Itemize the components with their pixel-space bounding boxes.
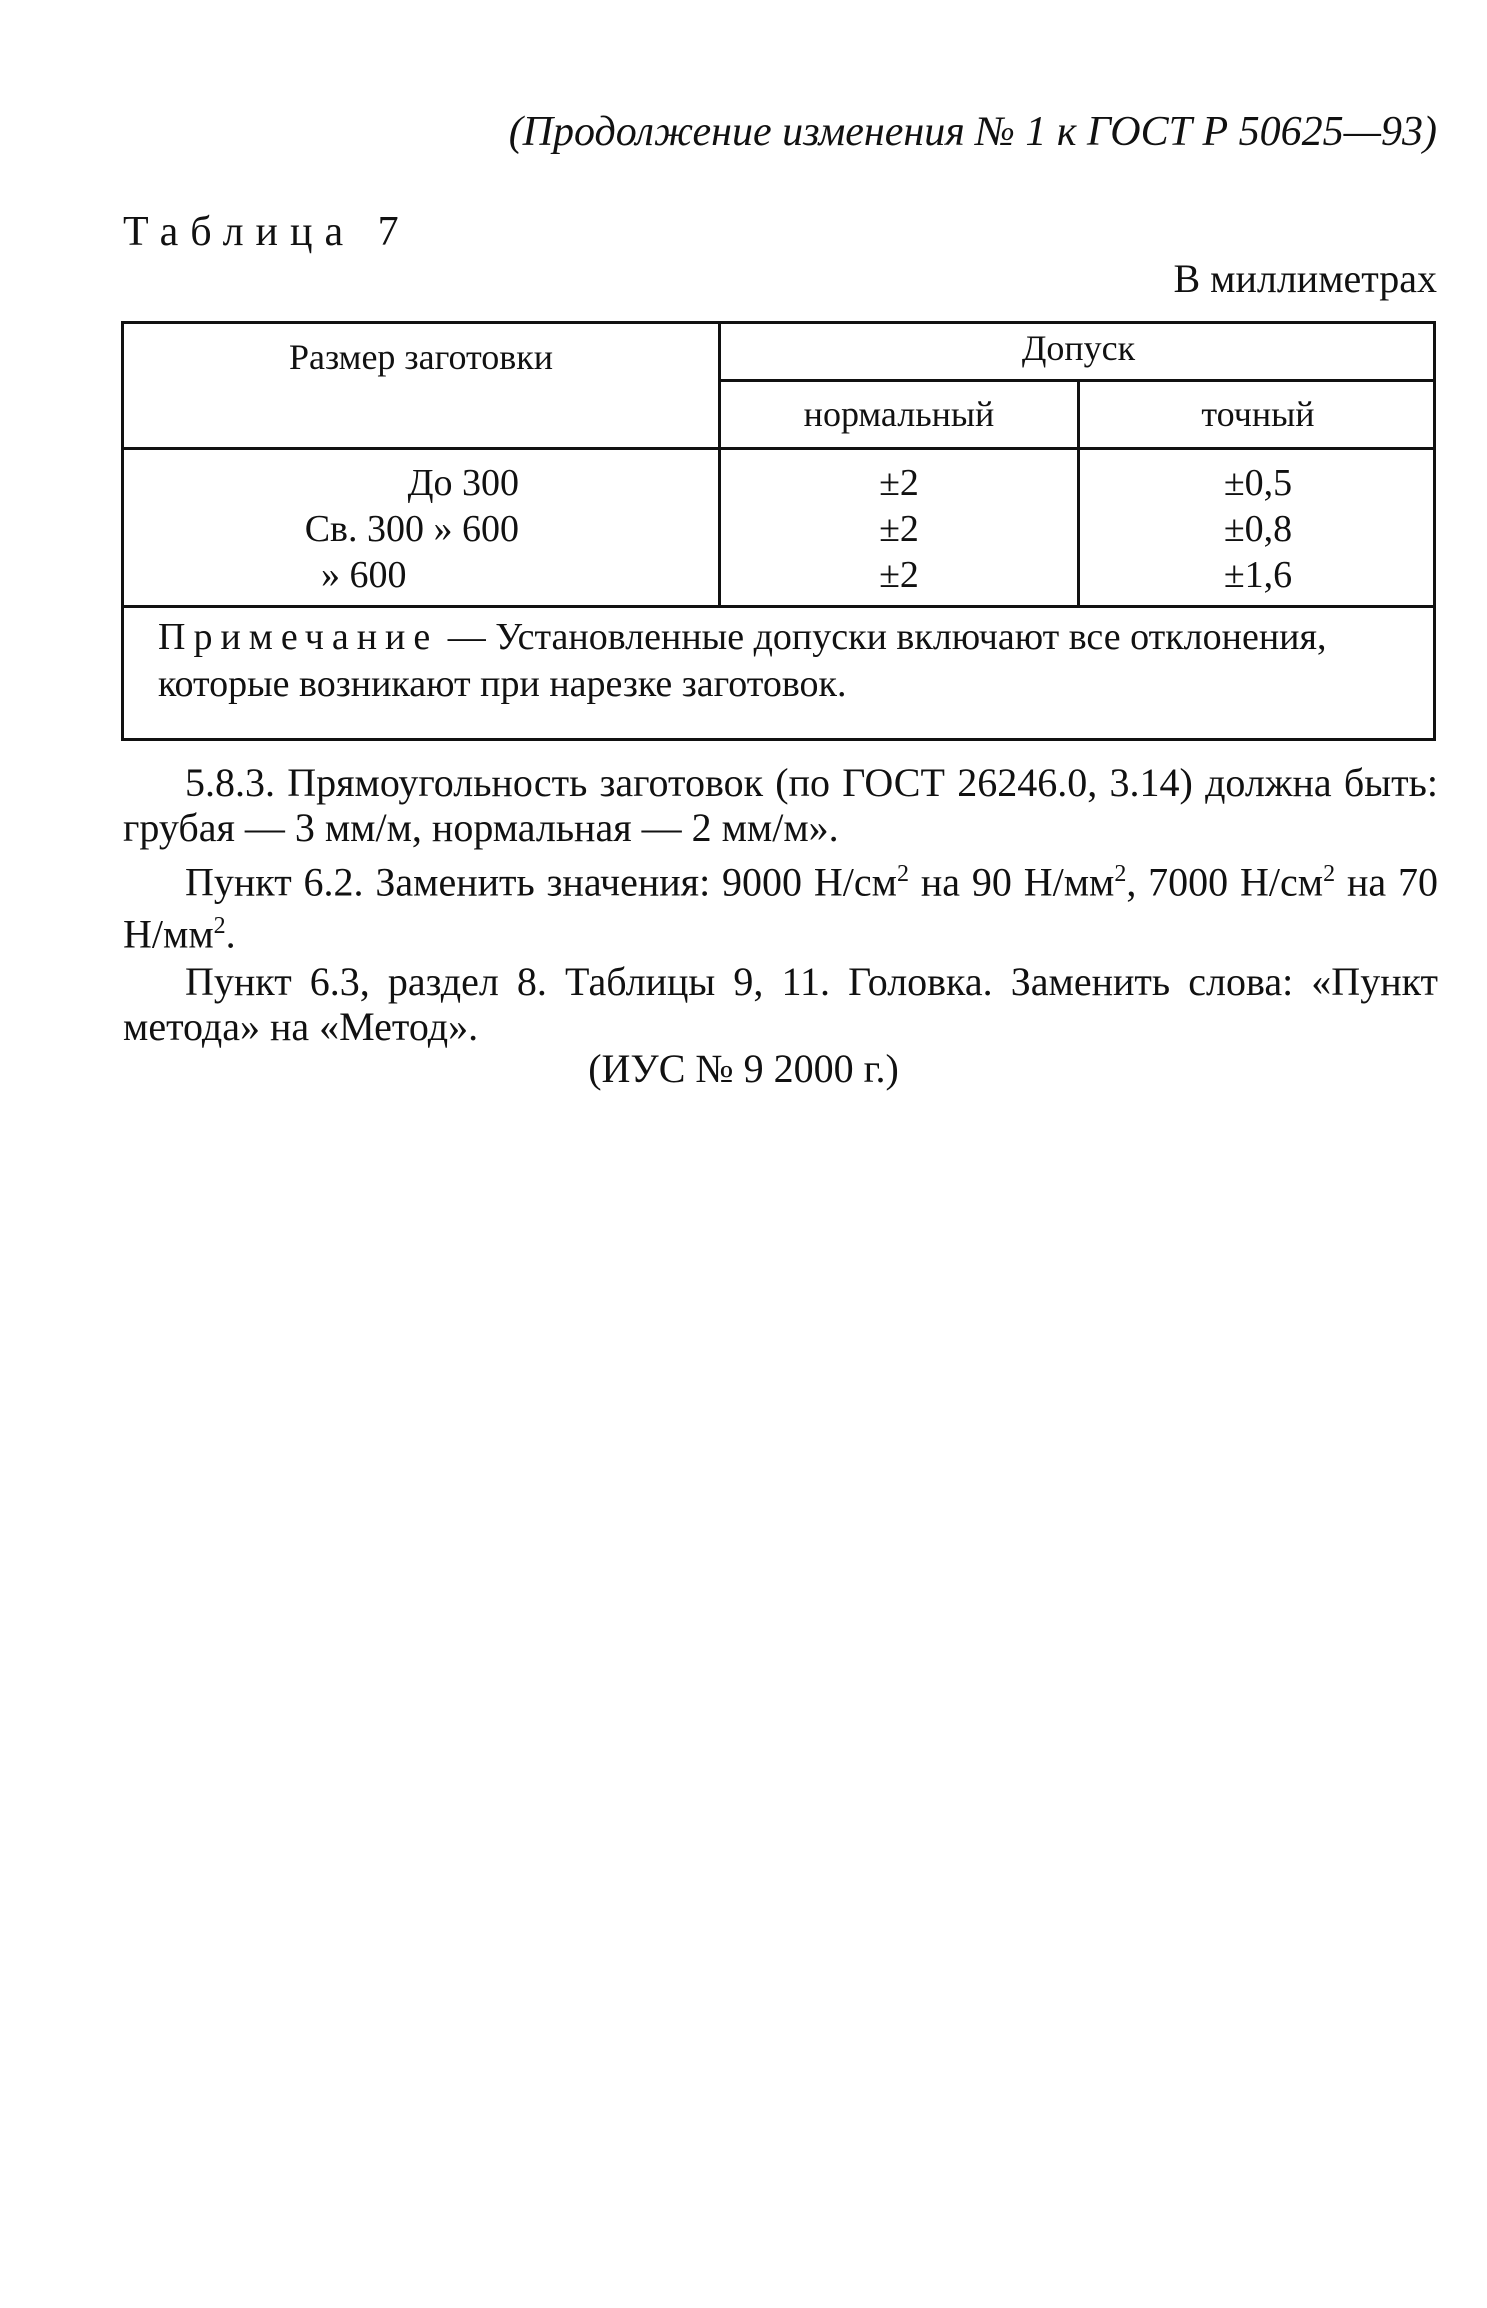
note-label: Примечание xyxy=(158,616,439,658)
table-units: В миллиметрах xyxy=(1173,256,1437,301)
table-note xyxy=(158,614,1409,708)
size-value: » 600 xyxy=(321,554,407,596)
precise-value: ±0,5 xyxy=(1223,462,1293,504)
normal-value: ±2 xyxy=(879,462,919,504)
normal-column xyxy=(721,460,1077,598)
precise-column xyxy=(1080,460,1436,598)
superscript: 2 xyxy=(896,861,909,887)
tolerance-table xyxy=(121,321,1436,741)
size-value: Св. 300 » 600 xyxy=(304,508,519,550)
p2-part: . xyxy=(225,911,236,957)
body-text xyxy=(123,760,1438,1049)
p2-part: на 90 Н/мм xyxy=(908,859,1115,905)
col-header-tolerance: Допуск xyxy=(1021,328,1136,368)
subheader-precise: точный xyxy=(1201,394,1315,434)
precise-value: ±1,6 xyxy=(1223,554,1293,596)
size-value: До 300 xyxy=(407,462,519,504)
table-divider xyxy=(124,605,1436,608)
p2-part: , 7000 Н/см xyxy=(1126,859,1324,905)
table-caption: Таблица 7 xyxy=(123,209,411,255)
normal-value: ±2 xyxy=(879,554,919,596)
superscript: 2 xyxy=(1114,861,1127,887)
p2-part: Пункт 6.2. Заменить значения: 9000 Н/см xyxy=(185,859,897,905)
superscript: 2 xyxy=(213,913,226,940)
p2-part: на 70 Н/мм xyxy=(123,859,1438,957)
paragraph-5-8-3: 5.8.3. Прямоугольность заготовок (по ГОСТ 26246.0, 3.14) должна быть: грубая — 3 мм/м, нормальная — 2 мм/м». xyxy=(123,760,1438,850)
size-column xyxy=(184,460,519,598)
paragraph-6-2 xyxy=(123,852,1438,957)
subheader-normal: нормальный xyxy=(803,394,995,434)
running-header: (Продолжение изменения № 1 к ГОСТ Р 50625—93) xyxy=(508,109,1437,155)
normal-value: ±2 xyxy=(879,508,919,550)
precise-value: ±0,8 xyxy=(1223,508,1293,550)
superscript: 2 xyxy=(1323,861,1336,887)
paragraph-6-3: Пункт 6.3, раздел 8. Таблицы 9, 11. Головка. Заменить слова: «Пункт метода» на «Метод». xyxy=(123,958,1438,1049)
source-note: (ИУС № 9 2000 г.) xyxy=(588,1046,899,1091)
note-text: — Установленные допуски включают все отклонения, которые возникают при нарезке заготовок. xyxy=(158,616,1327,705)
col-header-size: Размер заготовки xyxy=(288,337,554,377)
table-divider xyxy=(124,447,1436,450)
